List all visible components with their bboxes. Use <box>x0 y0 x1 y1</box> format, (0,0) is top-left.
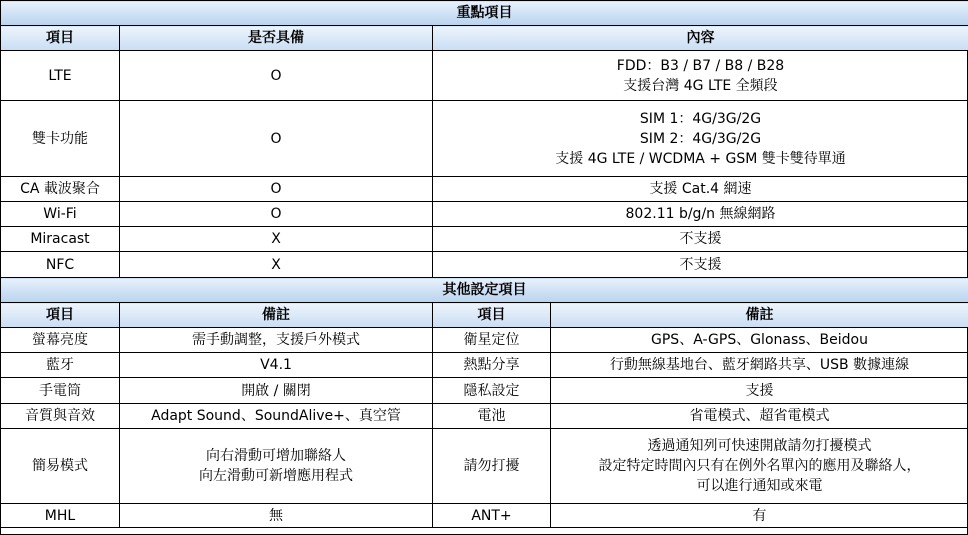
table-row <box>1 328 968 353</box>
table-row <box>1 429 968 504</box>
note-cell: 有 <box>551 504 968 528</box>
note-line: 向左滑動可新增應用程式 <box>199 468 353 484</box>
note-cell <box>120 429 433 504</box>
table-row <box>1 227 968 252</box>
note-cell: GPS、A-GPS、Glonass、Beidou <box>551 328 968 353</box>
note-cell: V4.1 <box>120 353 433 378</box>
header-item: 項目 <box>1 303 120 328</box>
item-cell: 螢幕亮度 <box>1 328 120 353</box>
note-cell: 省電模式、超省電模式 <box>551 404 968 429</box>
note-line: 透過通知列可快速開啟請勿打擾模式 <box>647 438 872 454</box>
item-cell: 雙卡功能 <box>1 101 120 177</box>
section-header-key-items <box>1 1 968 26</box>
section-title: 重點項目 <box>1 1 968 26</box>
availability-cell: O <box>120 51 433 101</box>
availability-cell: O <box>120 101 433 177</box>
content-cell: 不支援 <box>433 227 968 252</box>
item-cell: MHL <box>1 504 120 528</box>
availability-cell: X <box>120 252 433 278</box>
table-row <box>1 504 968 528</box>
note-cell: 需手動調整，支援戶外模式 <box>120 328 433 353</box>
content-line: FDD：B3 / B7 / B8 / B28 <box>616 57 785 74</box>
table-row <box>1 353 968 378</box>
item-cell: 電池 <box>433 404 551 429</box>
item-cell: Miracast <box>1 227 120 252</box>
item-cell: 衛星定位 <box>433 328 551 353</box>
table-row <box>1 202 968 227</box>
header-availability: 是否具備 <box>120 26 433 51</box>
table-row <box>1 378 968 404</box>
note-cell <box>551 429 968 504</box>
item-cell: NFC <box>1 252 120 278</box>
note-cell: Adapt Sound、SoundAlive+、真空管 <box>120 404 433 429</box>
item-cell: CA 載波聚合 <box>1 177 120 202</box>
header-content: 內容 <box>433 26 968 51</box>
item-cell: 隱私設定 <box>433 378 551 404</box>
note-line: 設定特定時間內只有在例外名單內的應用及聯絡人， <box>598 458 921 474</box>
availability-cell: X <box>120 227 433 252</box>
column-header-row <box>1 303 968 328</box>
header-item: 項目 <box>1 26 120 51</box>
table-row <box>1 51 968 101</box>
content-cell: 不支援 <box>433 252 968 278</box>
note-cell: 無 <box>120 504 433 528</box>
table-row <box>1 177 968 202</box>
availability-cell: O <box>120 202 433 227</box>
content-line: 支援台灣 4G LTE 全頻段 <box>623 77 778 94</box>
note-cell: 行動無線基地台、藍牙網路共享、USB 數據連線 <box>551 353 968 378</box>
content-cell: 802.11 b/g/n 無線網路 <box>433 202 968 227</box>
column-header-row <box>1 26 968 51</box>
table-row <box>1 404 968 429</box>
item-cell: 請勿打擾 <box>433 429 551 504</box>
content-line: SIM 1：4G/3G/2G <box>639 110 762 127</box>
note-line: 可以進行通知或來電 <box>696 478 823 494</box>
item-cell: 手電筒 <box>1 378 120 404</box>
content-line: 支援 4G LTE / WCDMA + GSM 雙卡雙待單通 <box>555 150 846 167</box>
header-item: 項目 <box>433 303 551 328</box>
table-row <box>1 101 968 177</box>
content-cell <box>433 101 968 177</box>
item-cell: ANT+ <box>433 504 551 528</box>
header-note: 備註 <box>120 303 433 328</box>
item-cell: 簡易模式 <box>1 429 120 504</box>
section-title: 其他設定項目 <box>1 278 968 303</box>
item-cell: Wi-Fi <box>1 202 120 227</box>
item-cell: 熱點分享 <box>433 353 551 378</box>
note-cell: 開啟 / 關閉 <box>120 378 433 404</box>
content-line: SIM 2：4G/3G/2G <box>639 130 762 147</box>
item-cell: 藍牙 <box>1 353 120 378</box>
content-cell: 支援 Cat.4 網速 <box>433 177 968 202</box>
section-header-other-settings <box>1 278 968 303</box>
table-row <box>1 252 968 278</box>
availability-cell: O <box>120 177 433 202</box>
content-cell <box>433 51 968 101</box>
note-line: 向右滑動可增加聯絡人 <box>206 448 346 464</box>
note-cell: 支援 <box>551 378 968 404</box>
item-cell: 音質與音效 <box>1 404 120 429</box>
header-note: 備註 <box>551 303 968 328</box>
item-cell: LTE <box>1 51 120 101</box>
